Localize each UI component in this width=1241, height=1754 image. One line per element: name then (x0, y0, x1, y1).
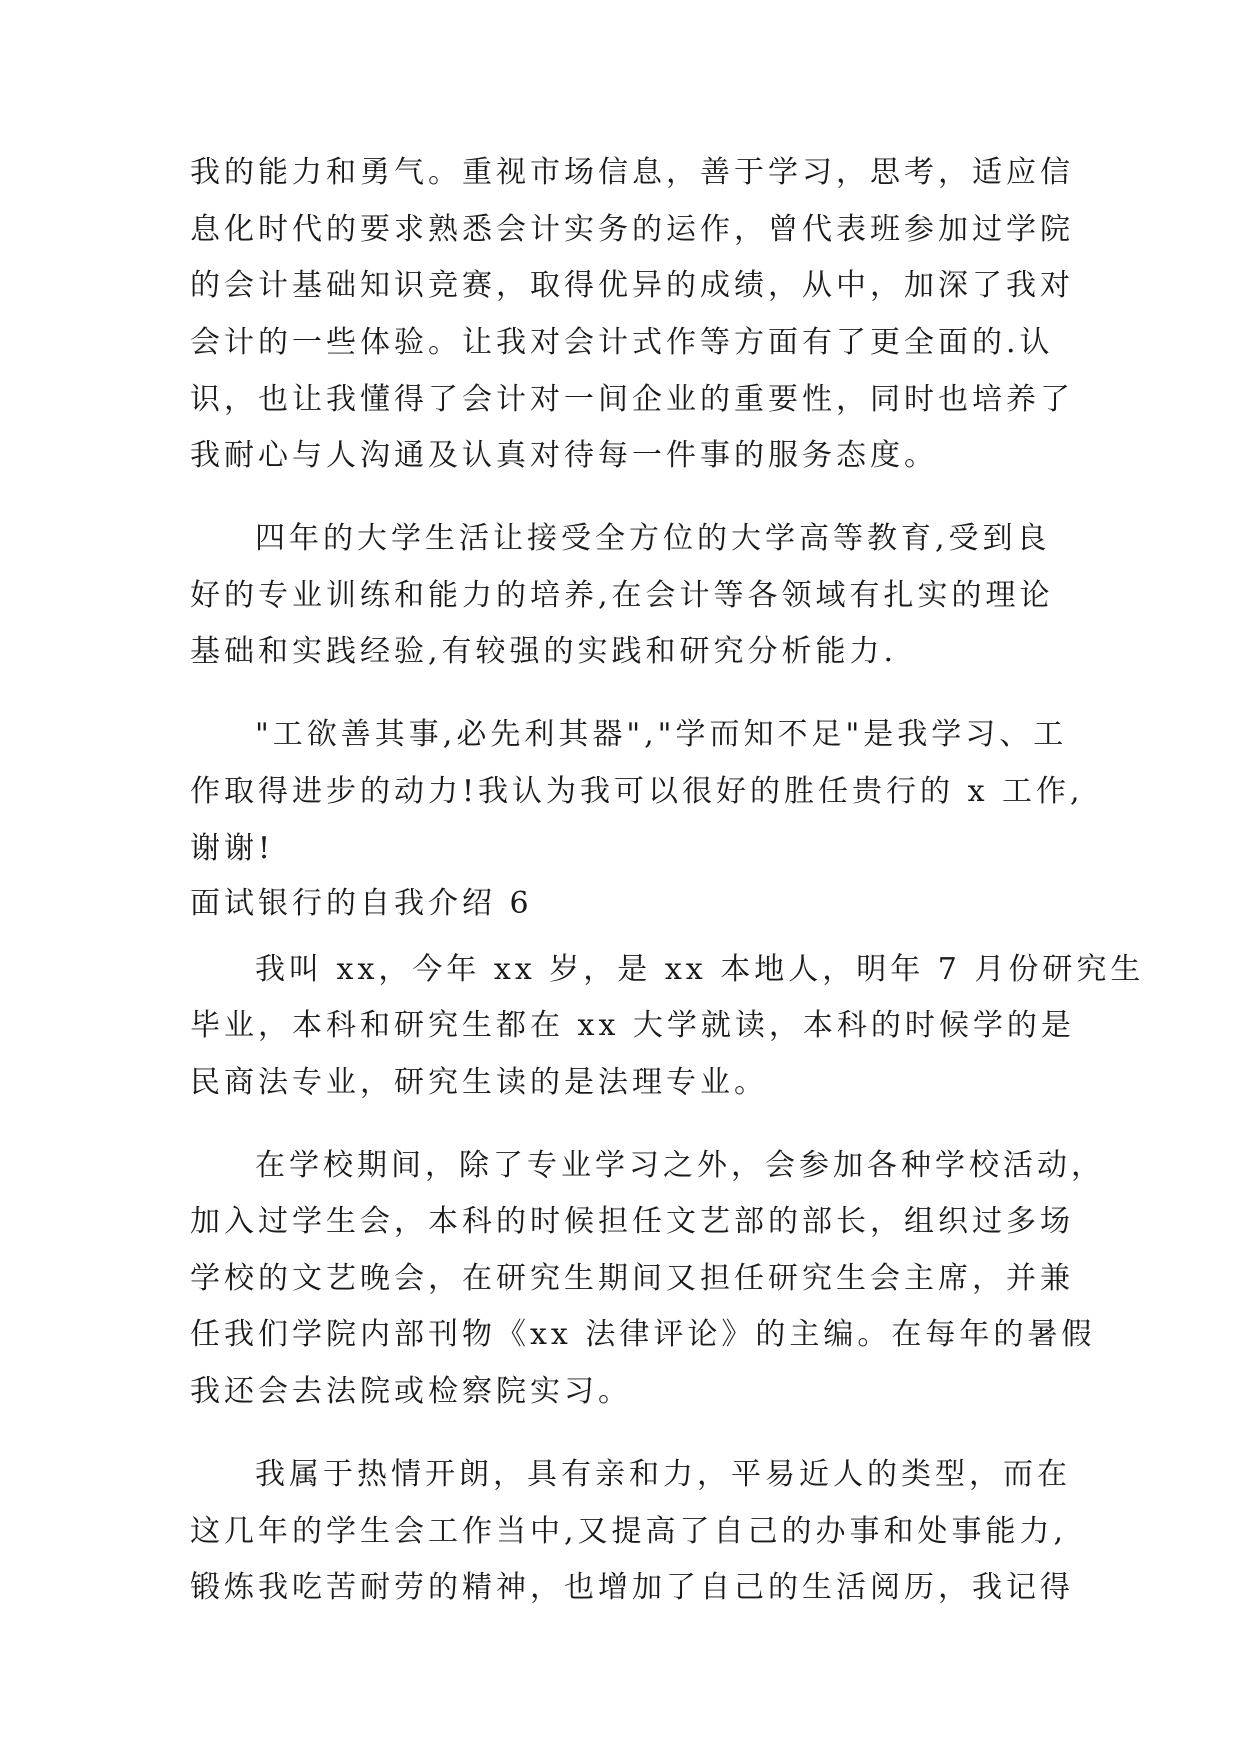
text-line: 的会计基础知识竞赛，取得优异的成绩，从中，加深了我对 (190, 268, 1074, 303)
text-line: 这几年的学生会工作当中,又提高了自己的办事和处事能力, (190, 1514, 1068, 1549)
text-line: 谢谢! (190, 831, 275, 866)
text-line: 识，也让我懂得了会计对一间企业的重要性，同时也培养了 (190, 382, 1074, 417)
text-line: 好的专业训练和能力的培养,在会计等各领域有扎实的理论 (190, 578, 1054, 613)
text-line: 在学校期间，除了专业学习之外，会参加各种学校活动， (255, 1148, 1105, 1183)
text-line: 我耐心与人沟通及认真对待每一件事的服务态度。 (190, 438, 938, 473)
text-line: 民商法专业，研究生读的是法理专业。 (190, 1065, 768, 1100)
text-line: "工欲善其事,必先利其器","学而知不足"是我学习、工 (255, 717, 1068, 752)
text-line: 作取得进步的动力!我认为我可以很好的胜任贵行的 x 工作, (190, 774, 1084, 809)
text-line: 我的能力和勇气。重视市场信息，善于学习，思考，适应信 (190, 155, 1074, 190)
text-line: 我还会去法院或检察院实习。 (190, 1374, 632, 1409)
text-line: 四年的大学生活让接受全方位的大学高等教育,受到良 (255, 521, 1051, 556)
text-line: 锻炼我吃苦耐劳的精神，也增加了自己的生活阅历，我记得 (190, 1570, 1074, 1605)
text-line: 毕业，本科和研究生都在 xx 大学就读，本科的时候学的是 (190, 1008, 1075, 1043)
text-line: 学校的文艺晚会，在研究生期间又担任研究生会主席，并兼 (190, 1261, 1074, 1296)
text-line: 任我们学院内部刊物《xx 法律评论》的主编。在每年的暑假 (190, 1317, 1096, 1352)
text-line: 息化时代的要求熟悉会计实务的运作，曾代表班参加过学院 (190, 212, 1074, 247)
section-heading: 面试银行的自我介绍 6 (190, 886, 533, 921)
text-line: 基础和实践经验,有较强的实践和研究分析能力. (190, 634, 898, 669)
text-line: 会计的一些体验。让我对会计式作等方面有了更全面的.认 (190, 325, 1054, 360)
text-line: 加入过学生会，本科的时候担任文艺部的部长，组织过多场 (190, 1204, 1074, 1239)
text-line: 我属于热情开朗，具有亲和力，平易近人的类型，而在 (255, 1457, 1071, 1492)
text-line: 我叫 xx，今年 xx 岁，是 xx 本地人，明年 7 月份研究生 (255, 952, 1145, 987)
